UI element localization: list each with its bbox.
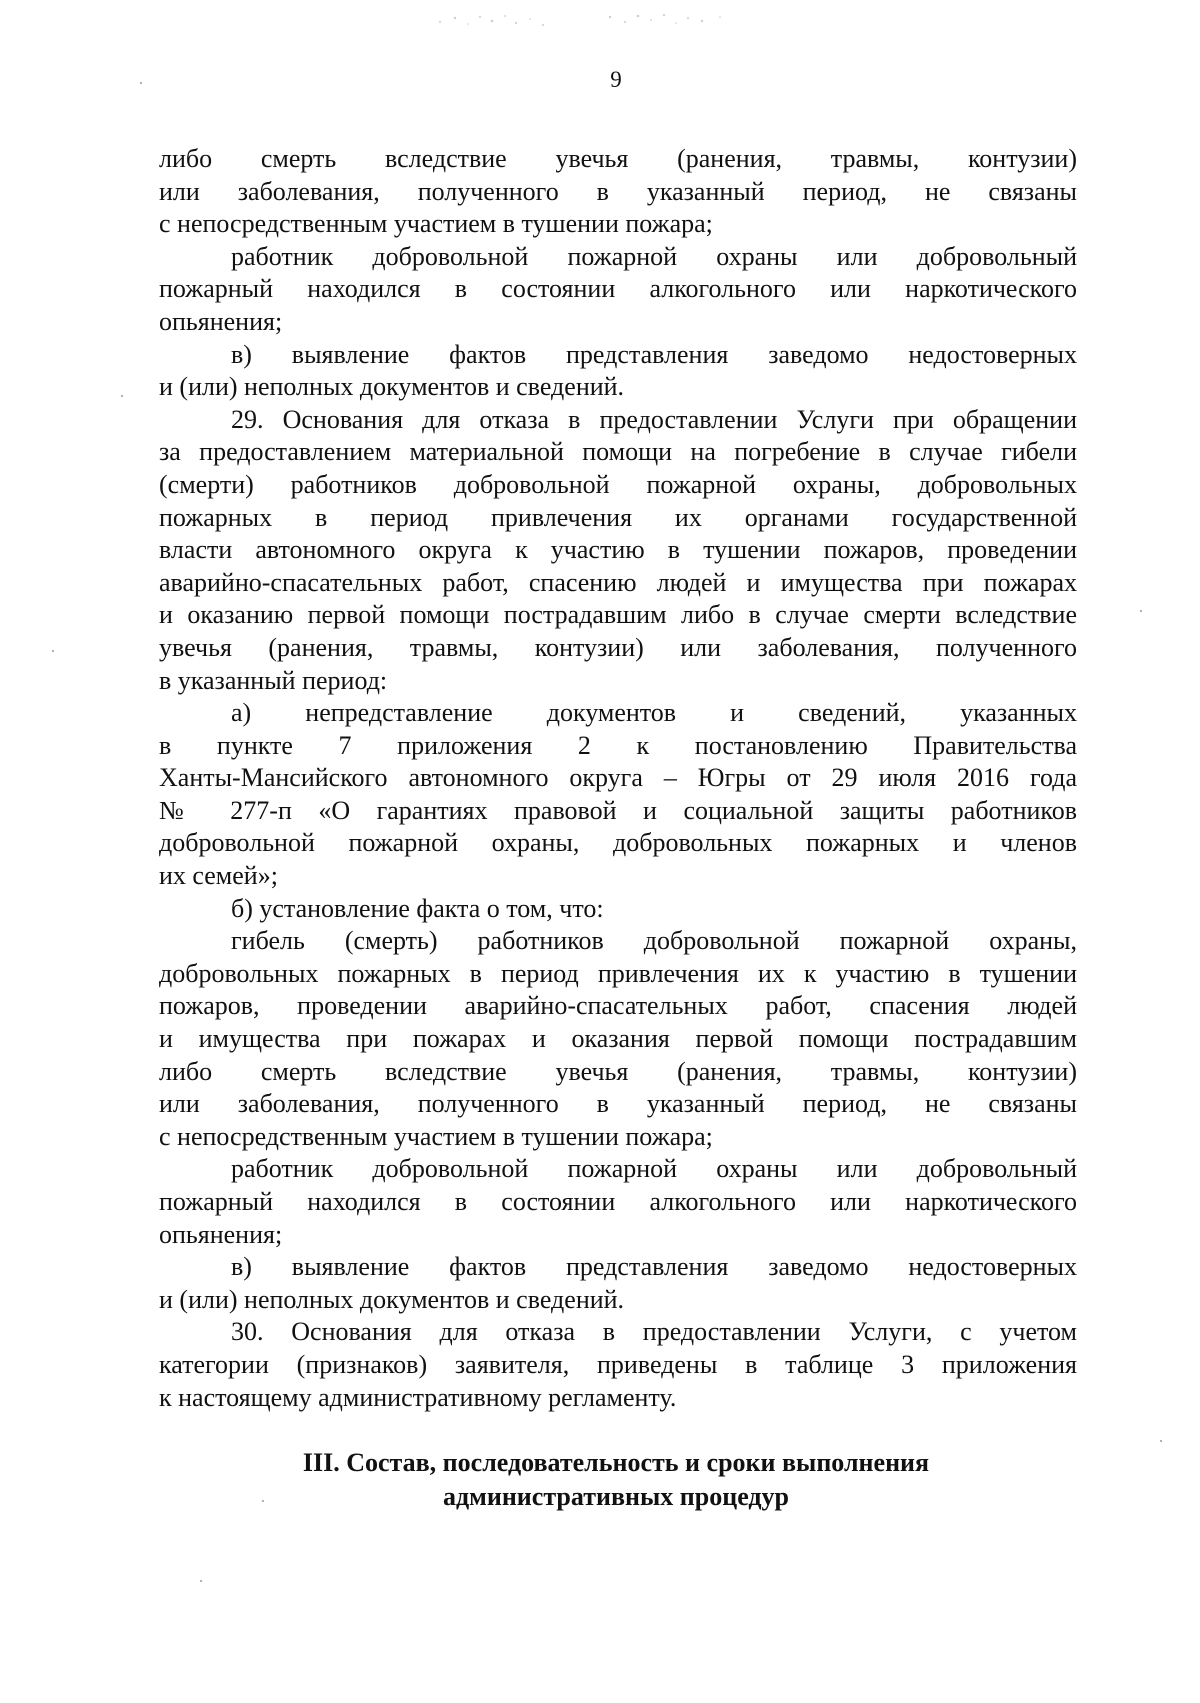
text-line: 30. Основания для отказа в предоставлении Услуги, с учетом xyxy=(231,1317,1077,1347)
scan-speck xyxy=(1140,610,1142,612)
scan-speck xyxy=(262,1500,264,1502)
text-line: аварийно-спасательных работ, спасению людей и имущества при пожарах xyxy=(159,567,1077,597)
text-line: или заболевания, полученного в указанный период, не связаны xyxy=(159,176,1077,206)
text-line: в пункте 7 приложения 2 к постановлению Правительства xyxy=(159,730,1077,760)
text-line: за предоставлением материальной помощи на погребение в случае гибели xyxy=(159,437,1077,467)
text-line: добровольной пожарной охраны, добровольных пожарных и членов xyxy=(159,828,1077,858)
page-number: 9 xyxy=(610,67,622,92)
text-line: (смерти) работников добровольной пожарной охраны, добровольных xyxy=(159,469,1077,499)
scan-noise-decoration xyxy=(420,8,750,38)
scan-speck xyxy=(121,395,123,397)
text-line: категории (признаков) заявителя, приведены в таблице 3 приложения xyxy=(159,1349,1077,1379)
scan-speck xyxy=(140,82,142,84)
text-line: опьянения; xyxy=(159,1219,283,1249)
text-line: или заболевания, полученного в указанный период, не связаны xyxy=(159,1089,1077,1119)
text-line: пожарный находился в состоянии алкогольного или наркотического xyxy=(159,1187,1077,1216)
text-line: и оказанию первой помощи пострадавшим либо в случае смерти вследствие xyxy=(159,600,1077,630)
text-line: либо смерть вследствие увечья (ранения, травмы, контузии) xyxy=(159,144,1077,173)
text-line: увечья (ранения, травмы, контузии) или заболевания, полученного xyxy=(159,632,1077,662)
text-line: и (или) неполных документов и сведений. xyxy=(159,372,625,402)
text-line: б) установление факта о том, что: xyxy=(231,893,604,923)
text-line: Ханты-Мансийского автономного округа – Югры от 29 июля 2016 года xyxy=(159,763,1077,793)
text-line: а) непредставление документов и сведений, указанных xyxy=(231,698,1077,728)
text-line: их семей»; xyxy=(159,861,278,891)
text-line: пожаров, проведении аварийно-спасательных работ, спасения людей xyxy=(159,991,1077,1021)
text-line: к настоящему административному регламенту. xyxy=(159,1382,677,1412)
section-heading-line: административных процедур xyxy=(442,1482,790,1511)
text-line: пожарный находился в состоянии алкогольного или наркотического xyxy=(159,274,1077,304)
text-line: пожарных в период привлечения их органами государственной xyxy=(159,502,1077,532)
text-line: с непосредственным участием в тушении пожара; xyxy=(159,209,713,239)
text-line: работник добровольной пожарной охраны или добровольный xyxy=(231,1154,1077,1184)
text-line: в указанный период: xyxy=(159,665,388,695)
text-line: добровольных пожарных в период привлечения их к участию в тушении xyxy=(159,958,1077,988)
text-line: опьянения; xyxy=(159,306,283,336)
text-line: власти автономного округа к участию в тушении пожаров, проведении xyxy=(159,535,1077,565)
document-body xyxy=(159,143,1077,1414)
scan-speck xyxy=(1160,1440,1162,1442)
text-line: и (или) неполных документов и сведений. xyxy=(159,1284,625,1314)
section-heading-line: III. Состав, последовательность и сроки выполнения xyxy=(302,1448,930,1477)
text-line: с непосредственным участием в тушении пожара; xyxy=(159,1121,713,1151)
text-line: в) выявление фактов представления заведомо недостоверных xyxy=(231,1252,1077,1282)
text-line: № 277-п «О гарантиях правовой и социальной защиты работников xyxy=(159,795,1077,825)
text-line: 29. Основания для отказа в предоставлении Услуги при обращении xyxy=(231,404,1077,434)
text-line: и имущества при пожарах и оказания первой помощи пострадавшим xyxy=(159,1024,1077,1054)
text-line: гибель (смерть) работников добровольной пожарной охраны, xyxy=(231,926,1077,956)
text-line: либо смерть вследствие увечья (ранения, травмы, контузии) xyxy=(159,1056,1077,1086)
scan-speck xyxy=(200,1580,202,1582)
text-line: в) выявление фактов представления заведомо недостоверных xyxy=(231,339,1077,369)
scan-speck xyxy=(52,650,54,652)
section-heading xyxy=(0,1446,1200,1514)
text-line: работник добровольной пожарной охраны или добровольный xyxy=(231,241,1077,271)
